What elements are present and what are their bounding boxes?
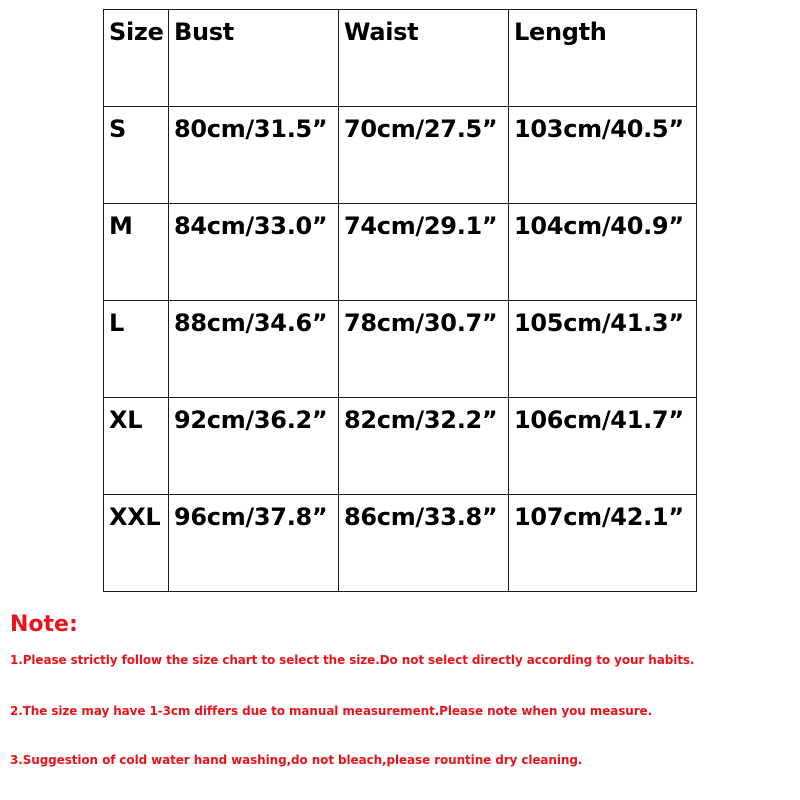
length-cell: 106cm/41.7” [509, 398, 697, 495]
table-header-row [104, 10, 697, 107]
size-cell: L [104, 301, 169, 398]
table-row [104, 398, 697, 495]
note-line-1: 1.Please strictly follow the size chart to select the size.Do not select directly according to your habits. [10, 653, 695, 667]
note-line-3: 3.Suggestion of cold water hand washing,do not bleach,please rountine dry cleaning. [10, 753, 583, 767]
table-row [104, 495, 697, 592]
size-cell: M [104, 204, 169, 301]
size-cell: XXL [104, 495, 169, 592]
size-cell: S [104, 107, 169, 204]
waist-cell: 74cm/29.1” [339, 204, 509, 301]
bust-cell: 88cm/34.6” [169, 301, 339, 398]
table-row [104, 204, 697, 301]
size-cell: XL [104, 398, 169, 495]
waist-cell: 86cm/33.8” [339, 495, 509, 592]
bust-cell: 96cm/37.8” [169, 495, 339, 592]
length-cell: 107cm/42.1” [509, 495, 697, 592]
table-row [104, 107, 697, 204]
bust-cell: 80cm/31.5” [169, 107, 339, 204]
waist-cell: 70cm/27.5” [339, 107, 509, 204]
note-line-2: 2.The size may have 1-3cm differs due to manual measurement.Please note when you measure. [10, 704, 653, 718]
length-cell: 103cm/40.5” [509, 107, 697, 204]
bust-cell: 92cm/36.2” [169, 398, 339, 495]
waist-cell: 78cm/30.7” [339, 301, 509, 398]
length-cell: 105cm/41.3” [509, 301, 697, 398]
header-waist: Waist [339, 10, 509, 107]
waist-cell: 82cm/32.2” [339, 398, 509, 495]
size-chart-table [103, 9, 697, 592]
length-cell: 104cm/40.9” [509, 204, 697, 301]
note-title: Note: [10, 612, 78, 637]
header-length: Length [509, 10, 697, 107]
table-row [104, 301, 697, 398]
bust-cell: 84cm/33.0” [169, 204, 339, 301]
header-bust: Bust [169, 10, 339, 107]
header-size: Size [104, 10, 169, 107]
